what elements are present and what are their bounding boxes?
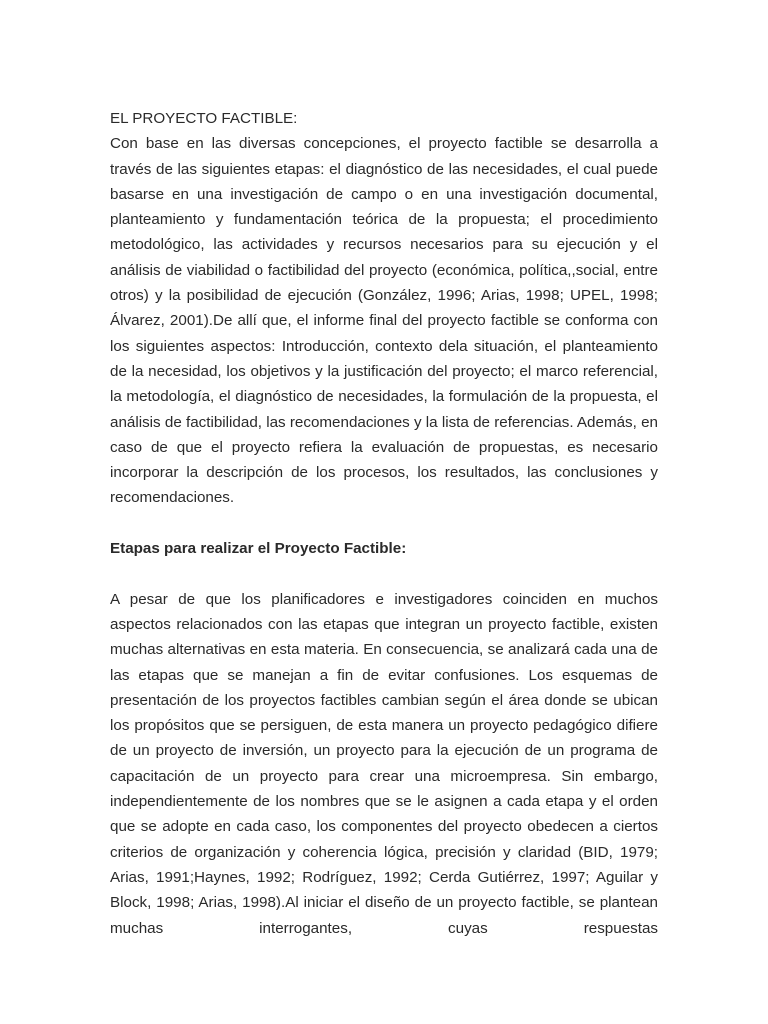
paragraph-intro: Con base en las diversas concepciones, el proyecto factible se desarrolla a través de las siguientes etapas: el diagnóstico de las necesidades, el cual puede basarse en una investigación de campo o en una investigación documental, planteamiento y fundamentación teórica de la propuesta; el procedimiento metodológico, las actividades y recursos necesarios para su ejecución y el análisis de viabilidad o factibilidad del proyecto (económica, política,,social, entre otros) y la posibilidad de ejecución (González, 1996; Arias, 1998; UPEL, 1998; Álvarez, 2001).De allí que, el informe final del proyecto factible se conforma con los siguientes aspectos: Introducción, contexto dela situación, el planteamiento de la necesidad, los objetivos y la justificación del proyecto; el marco referencial, la metodología, el diagnóstico de necesidades, la formulación de la propuesta, el análisis de factibilidad, las recomendaciones y la lista de referencias. Además, en caso de que el proyecto refiera la evaluación de propuestas, es necesario incorporar la descripción de los procesos, los resultados, las conclusiones y recomendaciones.: [110, 135, 658, 507]
paragraph-etapas: A pesar de que los planificadores e investigadores coinciden en muchos aspectos relacionados con las etapas que integran un proyecto factible, existen muchas alternativas en esta materia. En consecuencia, se analizará cada una de las etapas que se manejan a fin de evitar confusiones. Los esquemas de presentación de los proyectos factibles cambian según el área donde se ubican los propósitos que se persiguen, de esta manera un proyecto pedagógico difiere de un proyecto de inversión, un proyecto para la ejecución de un programa de capacitación de un proyecto para crear una microempresa. Sin embargo, independientemente de los nombres que se le asignen a cada etapa y el orden que se adopte en cada caso, los componentes del proyecto obedecen a ciertos criterios de organización y coherencia lógica, precisión y claridad (BID, 1979; Arias, 1991;Haynes, 1992; Rodríguez, 1992; Cerda Gutiérrez, 1997; Aguilar y Block, 1998; Arias, 1998).Al iniciar el diseño de un proyecto factible, se plantean muchas interrogantes, cuyas respuestas: [110, 590, 658, 937]
document-title: EL PROYECTO FACTIBLE:: [110, 110, 298, 127]
section-heading: Etapas para realizar el Proyecto Factible:: [110, 540, 407, 558]
document-body: [110, 106, 658, 941]
